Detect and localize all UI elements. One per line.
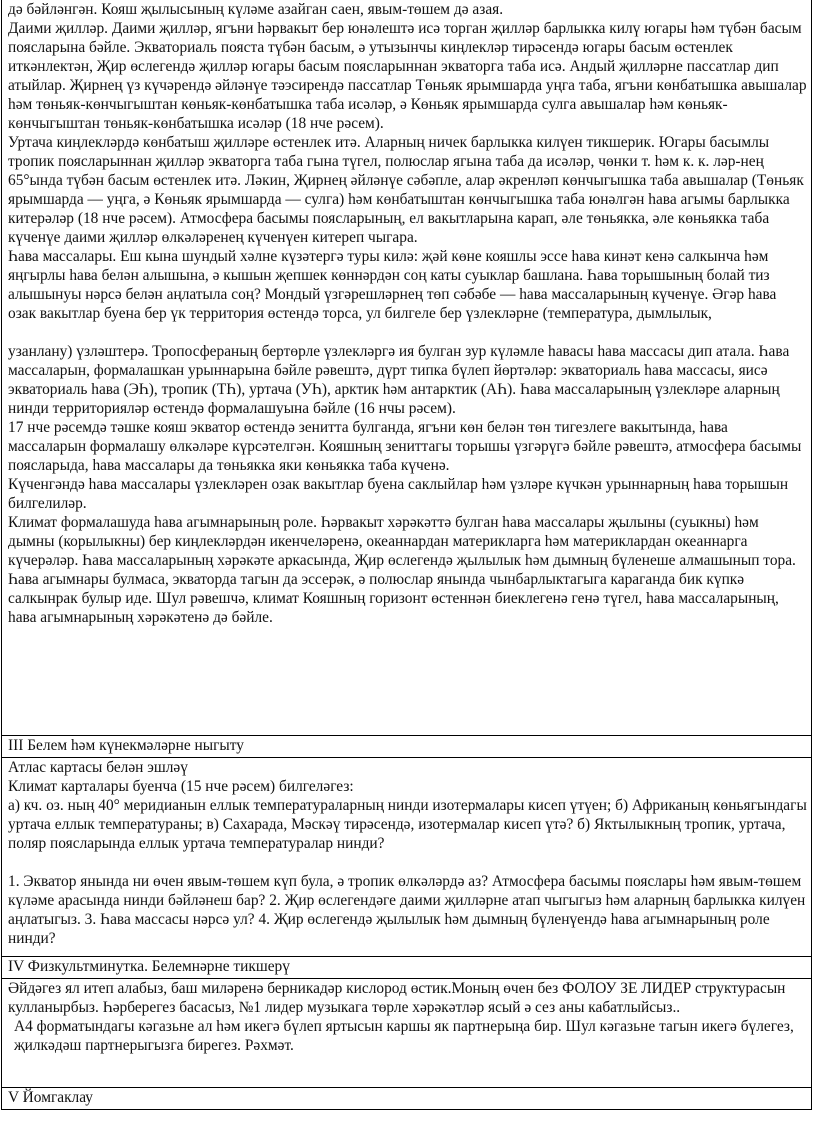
section-3-content bbox=[2, 758, 812, 957]
section-4-content-row bbox=[2, 979, 812, 1088]
blank-line bbox=[8, 323, 807, 342]
paragraph-climate-role: Климат формалашуда һава агымнарының роле. Һәрвакыт хәрәкәттә булган һава массалары җылыны (суыкны) һәм дымны (корылыкны) бер киңлекләрдән икенчеләренә, океаннардан материкларга һәм материклардан океаннарга күчерәләр. Һава массаларының хәрәкәте аркасында, Җир өслегендә җылылык һәм дымның бүленеше алмашынып тора. Һава агымнары булмаса, экваторда тагын да эссерәк, ә полюслар янында чынбарлыктагыга караганда бик күпкә салкынрак булыр иде. Шул рәвешчә, климат Кояшның горизонт өстеннән биеклегенә генә түгел, һава массаларының, һава агымнарының хәрәкәтенә дә бәйле. bbox=[8, 514, 796, 626]
section-4-heading-row bbox=[2, 957, 812, 979]
paragraph-air-mass-types: узанлану) үзләштерә. Тропосфераның бертөрле үзлекләргә ия булган зур күләмле һавасы һава массасы дип атала. Һава массаларын, формалашкан урыннарына бәйле рәвештә, дүрт типка бүлеп йөртәләр: экваториаль һава массасы, яисә экваториаль һава (ЭҺ), тропик (ТҺ), уртача (УҺ), арктик һәм антарктик (АҺ). Һава массаларының үзлекләре аларның нинди территорияләр өстендә формалашуына бәйле (16 нчы рәсем). bbox=[8, 343, 790, 417]
main-content-cell bbox=[2, 0, 812, 736]
paragraph-air-mass-movement: Күченгәндә һава массалары үзлекләрен озак вакытлар буена саклыйлар һәм үзләре күчкән урыннарның һава торышын билгелиләр. bbox=[8, 476, 789, 512]
main-content-row bbox=[2, 0, 812, 736]
section-3-heading-row bbox=[2, 736, 812, 758]
climate-map-questions: а) кч. оз. ның 40° меридианын еллык температураларның нинди изотермалары кисеп үтүен; б) Африканың көньягындагы уртача еллык температураны; в) Сахарада, Мәскәү тирәсендә, изотермалар кисеп үтә? б) Яктылыкның тропик, уртача, поляр поясларында еллык уртача температуралар нинди? bbox=[8, 797, 807, 852]
review-questions: 1. Экватор янында ни өчен явым-төшем күп була, ә тропик өлкәләрдә аз? Атмосфера басымы пояслары һәм явым-төшем күләме арасында нинди бәйләнеш бар? 2. Җир өслегендәге даими җилләрне атап чыгыгыз һәм аларның барлыкка килүен аңлатыгыз. 3. Һава массасы нәрсә ул? 4. Җир өслегендә җылылык һәм дымның бүленүендә һава агымнарының роле нинди? bbox=[8, 873, 806, 947]
exercise-instructions: Әйдәгез ял итеп алабыз, баш миләренә берникадәр кислород өстик.Моның өчен без ФОЛОУ ЗЕ ЛИДЕР структурасын кулланырбыз. Һәрберегез басасыз, №1 лидер музыкага төрле хәрәкәтләр ясый ә сез аны кабатлыйсыз.. bbox=[8, 980, 786, 1016]
section-5-heading-row bbox=[2, 1088, 812, 1110]
paper-activity-instructions: А4 форматындагы кәгазьне ал һәм икегә бүлеп яртысын каршы як партнерыңа бир. Шул кәгазьне тагын икегә бүлегез, җилкәдәш партнерыгызга бирегез. Рәхмәт. bbox=[14, 1018, 794, 1054]
paragraph-figure-17: 17 нче рәсемдә тәшке кояш экватор өстендә зенитта булганда, ягъни көн белән төн тигезлеге вакытында, һава массаларын формалашу өлкәләре күрсәтелгән. Кояшның зениттагы торышы үзгәрүгә бәйле рәвештә, атмосфера басымы поясларыда, һава массалары да төньякка яки көньякка таба күченә. bbox=[8, 419, 802, 474]
climate-map-task: Климат карталары буенча (15 нче рәсем) билгеләгез: bbox=[8, 778, 354, 795]
paragraph-text: дә бәйләнгән. Кояш җылысының күләме азайган саен, явым-төшем дә азая. bbox=[8, 1, 504, 18]
blank-line bbox=[8, 853, 807, 872]
atlas-task-title: Атлас картасы белән эшләү bbox=[8, 759, 188, 776]
section-3-content-row bbox=[2, 758, 812, 957]
section-5-heading: V Йомгаклау bbox=[2, 1088, 812, 1110]
paragraph-air-masses: Һава массалары. Еш кына шундый хәлне күзәтергә туры килә: җәй көне кояшлы эссе һава кинәт кенә салкынча һәм яңгырлы һава белән алышына, ә кышын җепшек көннәрдән соң каты суыклар башлана. Һава торышының болай тиз алышынуы нәрсә белән аңлатыла соң? Мондый үзгәрешләрнең төп сәбәбе — һава массаларының күченүе. Әгәр һава озак вакытлар буена бер үк территория өстендә торса, ул билгеле бер үзлекләрне (температура, дымлылык, bbox=[8, 248, 777, 322]
section-4-heading: IV Физкультминутка. Белемнәрне тикшерү bbox=[2, 957, 812, 979]
section-4-content bbox=[2, 979, 812, 1088]
paragraph-permanent-winds: Даими җилләр. Даими җилләр, ягъни һәрвакыт бер юнәлештә исә торган җилләр барлыкка килү югары һәм түбән басым поясларына бәйле. Экваториаль пояста түбән басым, ә утызынчы киңлекләр тирәсендә югары басым өстенлек иткәнлектән, Җир өслегендә җилләр югары басым поясларыннан экваторга таба исә. Андый җилләрне пассатлар дип атыйлар. Җирнең үз күчәрендә әйләнүе тәэсирендә пассатлар Төньяк ярымшарда уңга таба, ягъни көнбатышка авышалар һәм төньяк-көнчыгыштан көньяк-көнбатышка таба исәләр, ә Көньяк ярымшарда сулга авышалар һәм көньяк-көнчыгыштан төньяк-көнбатышка исәләр (18 нче рәсем). bbox=[8, 20, 807, 132]
section-3-heading: III Белем һәм күнекмәләрне ныгыту bbox=[2, 736, 812, 758]
paragraph-westerlies: Уртача киңлекләрдә көнбатыш җилләре өстенлек итә. Аларның ничек барлыкка килүен тикшерик. Югары басымлы тропик поясларыннан җилләр экваторга таба гына түгел, полюслар ягына таба да исәләр, чөнки т. һәм к. к. ләр-нең 65°ында түбән басым өстенлек итә. Ләкин, Җирнең әйләнүе сәбәпле, алар әкренләп көнчыгышка таба авышалар (Төньяк ярымшарда — уңга, ә Көньяк ярымшарда — сулга) һәм көнбатыштан көнчыгышка таба юнәлгән һава агымы барлыкка китерәләр (18 нче рәсем). Атмосфера басымы поясларының, ел вакытларына карап, әле төньякка, әле көньякка таба күченүе даими җилләр өлкәләренең күченүен китереп чыгара. bbox=[8, 134, 804, 246]
lesson-plan-table bbox=[1, 0, 812, 1110]
